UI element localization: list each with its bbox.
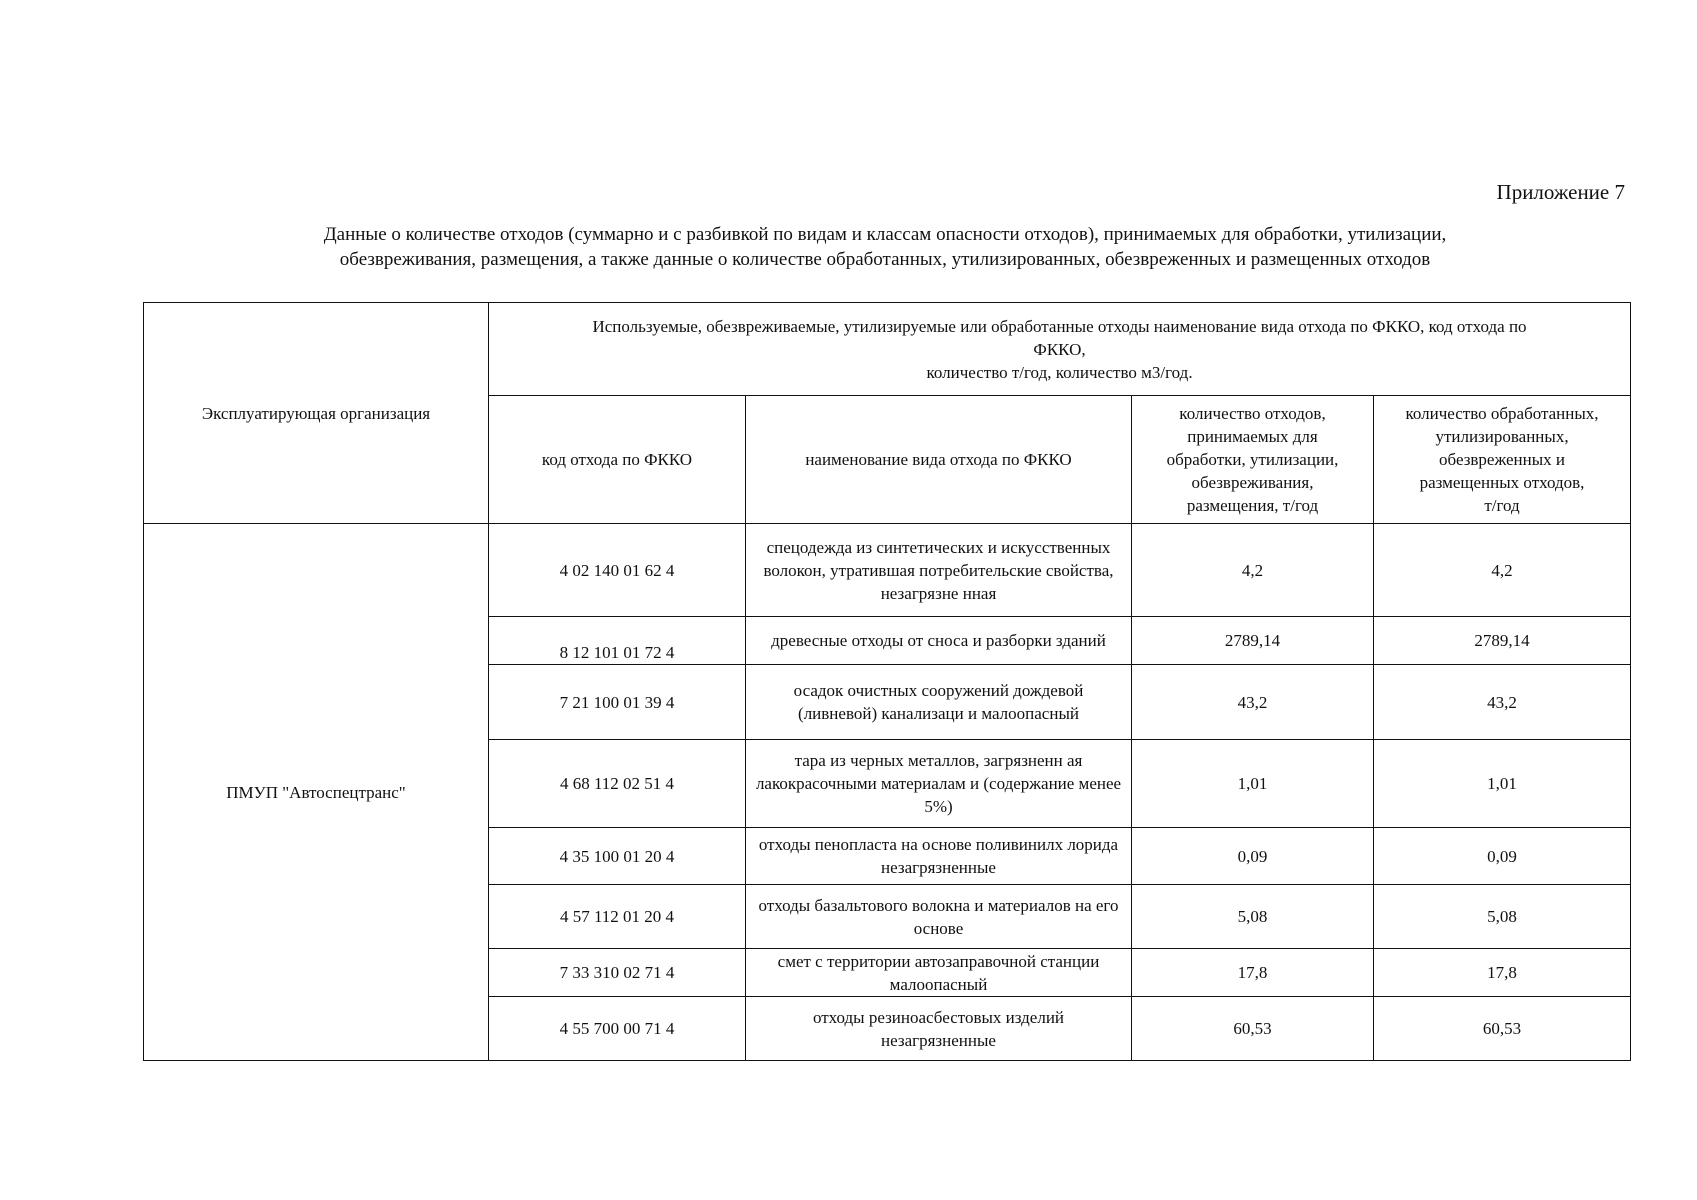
processed-quantity-cell: 0,09 (1374, 828, 1631, 885)
processed-quantity-cell: 4,2 (1374, 524, 1631, 617)
processed-quantity-cell: 17,8 (1374, 949, 1631, 997)
appendix-label: Приложение 7 (1496, 180, 1625, 204)
processed-quantity-cell: 5,08 (1374, 885, 1631, 949)
accepted-quantity-cell: 43,2 (1132, 665, 1374, 740)
header-processed-line-1: количество обработанных, (1405, 404, 1599, 423)
waste-name-cell: отходы пенопласта на основе поливинилх лорида незагрязненные (746, 828, 1132, 885)
waste-code-cell: 4 02 140 01 62 4 (489, 524, 746, 617)
header-accepted-line-5: размещения, т/год (1186, 496, 1319, 515)
waste-code-cell: 4 68 112 02 51 4 (489, 740, 746, 828)
waste-name-cell: отходы резиноасбестовых изделий незагрязненные (746, 997, 1132, 1061)
document-title (200, 222, 1570, 272)
header-waste-group-line-2: ФККО, (1033, 339, 1086, 359)
accepted-quantity-cell: 0,09 (1132, 828, 1374, 885)
header-processed-line-2: утилизированных, (1435, 427, 1569, 446)
table-header-row-1 (144, 303, 1631, 396)
header-waste-name: наименование вида отхода по ФККО (746, 396, 1132, 524)
waste-code-cell: 4 55 700 00 71 4 (489, 997, 746, 1061)
accepted-quantity-cell: 1,01 (1132, 740, 1374, 828)
header-waste-code: код отхода по ФККО (489, 396, 746, 524)
header-accepted-quantity (1132, 396, 1374, 524)
header-processed-line-5: т/год (1484, 496, 1520, 515)
waste-name-cell: спецодежда из синтетических и искусственных волокон, утратившая потребительские свойства, незагрязне нная (746, 524, 1132, 617)
waste-code-cell: 7 33 310 02 71 4 (489, 949, 746, 997)
header-processed-line-3: обезвреженных и (1439, 450, 1566, 469)
header-accepted-line-1: количество отходов, (1179, 404, 1326, 423)
waste-data-table (143, 302, 1631, 1061)
header-accepted-line-2: принимаемых для (1187, 427, 1318, 446)
header-processed-line-4: размещенных отходов, (1419, 473, 1585, 492)
header-organization: Эксплуатирующая организация (144, 303, 489, 524)
header-accepted-line-3: обработки, утилизации, (1166, 450, 1339, 469)
header-waste-group-line-1: Используемые, обезвреживаемые, утилизируемые или обработанные отходы наименование вида отхода по ФККО, код отхода по (592, 316, 1527, 336)
waste-code-cell: 4 57 112 01 20 4 (489, 885, 746, 949)
processed-quantity-cell: 60,53 (1374, 997, 1631, 1061)
header-processed-quantity (1374, 396, 1631, 524)
header-waste-group (489, 303, 1631, 396)
waste-name-cell: смет с территории автозаправочной станции малоопасный (746, 949, 1132, 997)
header-waste-group-line-3: количество т/год, количество м3/год. (926, 362, 1193, 382)
document-title-line-1: Данные о количестве отходов (суммарно и с разбивкой по видам и классам опасности отходов), принимаемых для обработки, утилизации, (323, 224, 1447, 245)
table-row (144, 524, 1631, 617)
processed-quantity-cell: 43,2 (1374, 665, 1631, 740)
waste-name-cell: древесные отходы от сноса и разборки зданий (746, 617, 1132, 665)
organization-cell: ПМУП "Автоспецтранс" (144, 524, 489, 1061)
waste-code-cell: 4 35 100 01 20 4 (489, 828, 746, 885)
processed-quantity-cell: 2789,14 (1374, 617, 1631, 665)
accepted-quantity-cell: 17,8 (1132, 949, 1374, 997)
waste-name-cell: отходы базальтового волокна и материалов на его основе (746, 885, 1132, 949)
accepted-quantity-cell: 2789,14 (1132, 617, 1374, 665)
waste-name-cell: тара из черных металлов, загрязненн ая лакокрасочными материалам и (содержание менее 5%) (746, 740, 1132, 828)
waste-code-cell: 7 21 100 01 39 4 (489, 665, 746, 740)
header-accepted-line-4: обезвреживания, (1191, 473, 1314, 492)
document-title-line-2: обезвреживания, размещения, а также данные о количестве обработанных, утилизированных, обезвреженных и размещенных отходов (339, 249, 1431, 270)
waste-name-cell: осадок очистных сооружений дождевой (ливневой) канализаци и малоопасный (746, 665, 1132, 740)
accepted-quantity-cell: 4,2 (1132, 524, 1374, 617)
waste-code-cell: 8 12 101 01 72 4 (489, 617, 746, 665)
processed-quantity-cell: 1,01 (1374, 740, 1631, 828)
accepted-quantity-cell: 60,53 (1132, 997, 1374, 1061)
accepted-quantity-cell: 5,08 (1132, 885, 1374, 949)
